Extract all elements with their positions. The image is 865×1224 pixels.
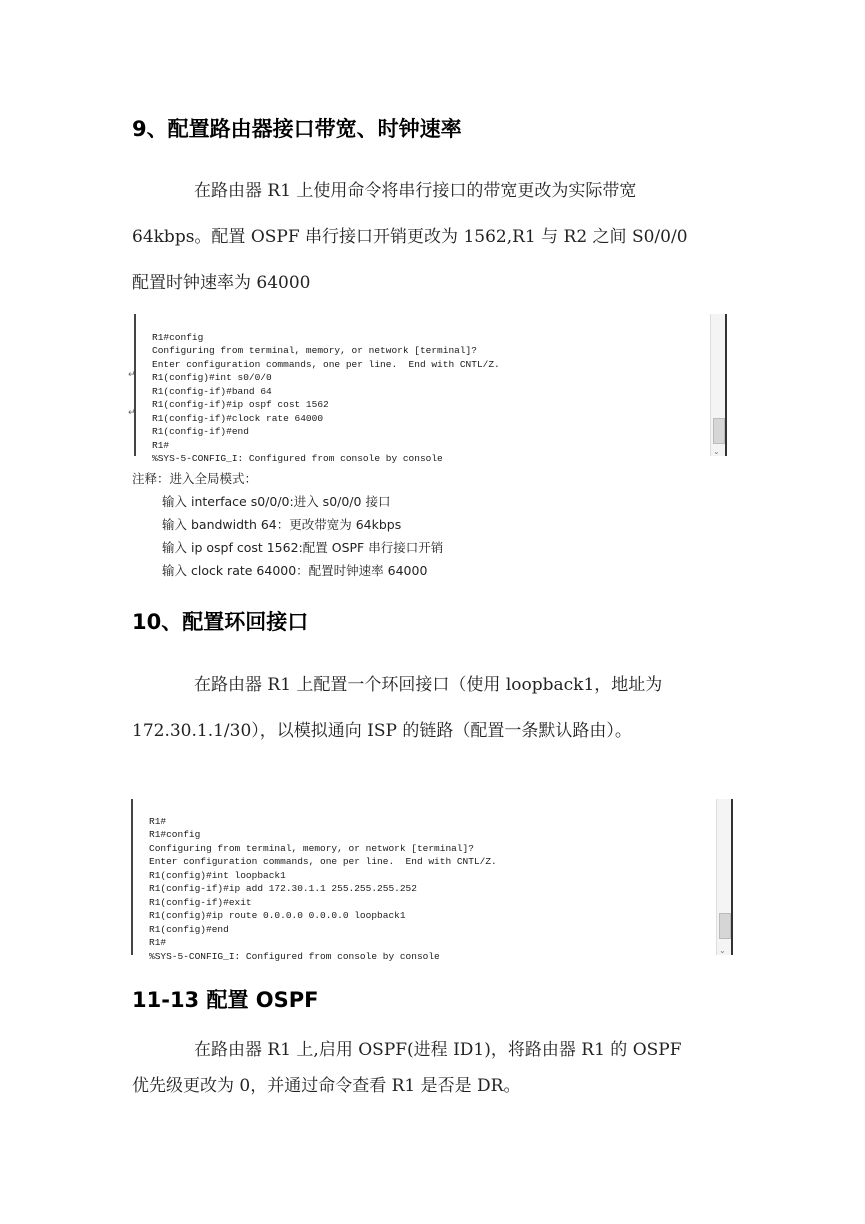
- note-item: 输入 ip ospf cost 1562:配置 OSPF 串行接口开销: [162, 540, 444, 555]
- terminal-line: R1#: [149, 815, 167, 827]
- terminal-screenshot-2: [131, 799, 734, 962]
- paragraph-line: 在路由器 R1 上配置一个环回接口（使用 loopback1，地址为: [194, 675, 663, 695]
- paragraph-line: 在路由器 R1 上,启用 OSPF(进程 ID1)，将路由器 R1 的 OSPF: [194, 1040, 682, 1060]
- terminal-output: [152, 317, 500, 466]
- terminal-line: R1(config)#end: [149, 923, 229, 935]
- terminal-right-border: [725, 314, 727, 456]
- paragraph-line: 64kbps。配置 OSPF 串行接口开销更改为 1562,R1 与 R2 之间 S0/0/0: [132, 227, 688, 247]
- scroll-down-arrow-icon[interactable]: ⌄: [713, 447, 720, 456]
- terminal-line: R1#config: [152, 331, 204, 343]
- terminal-line: R1#config: [149, 829, 201, 840]
- terminal-line: R1(config-if)#ip add 172.30.1.1 255.255.255.252: [149, 883, 417, 894]
- section-10-heading: 10、配置环回接口: [132, 610, 309, 634]
- paragraph-line: 172.30.1.1/30），以模拟通向 ISP 的链路（配置一条默认路由）。: [132, 721, 632, 741]
- terminal-line: %SYS-5-CONFIG_I: Configured from console by console: [149, 950, 440, 962]
- terminal-line: R1#: [149, 937, 167, 948]
- scroll-down-arrow-icon[interactable]: ⌄: [719, 946, 726, 955]
- terminal-output: [149, 801, 497, 963]
- terminal-screenshot-1: [134, 314, 728, 464]
- terminal-scrollbar[interactable]: [716, 799, 731, 955]
- section-10-paragraph: [132, 662, 734, 754]
- section-9-heading: 9、配置路由器接口带宽、时钟速率: [132, 117, 462, 141]
- terminal-line: %SYS-5-CONFIG_I: Configured from console by console: [152, 453, 443, 464]
- terminal-line: Configuring from terminal, memory, or network [terminal]?: [152, 345, 477, 356]
- terminal-line: R1(config-if)#clock rate 64000: [152, 412, 324, 424]
- margin-mark-icon: ↵: [128, 408, 136, 418]
- margin-mark-icon: ↵: [128, 370, 136, 380]
- terminal-left-border: [134, 314, 136, 456]
- note-item: 输入 bandwidth 64：更改带宽为 64kbps: [162, 517, 402, 532]
- note-item: 输入 clock rate 64000：配置时钟速率 64000: [162, 563, 428, 578]
- terminal-line: R1(config)#int loopback1: [149, 869, 286, 881]
- terminal-line: Enter configuration commands, one per line. End with CNTL/Z.: [149, 856, 497, 867]
- section-11-13-heading: 11-13 配置 OSPF: [132, 988, 319, 1012]
- terminal-line: R1(config-if)#ip ospf cost 1562: [152, 399, 329, 410]
- section-9-notes: [132, 467, 732, 582]
- terminal-line: R1(config-if)#exit: [149, 896, 252, 908]
- terminal-line: Configuring from terminal, memory, or network [terminal]?: [149, 842, 474, 854]
- paragraph-line: 配置时钟速率为 64000: [132, 273, 311, 293]
- terminal-left-border: [131, 799, 133, 955]
- terminal-line: R1(config-if)#band 64: [152, 385, 272, 397]
- terminal-line: R1(config)#int s0/0/0: [152, 372, 272, 383]
- section-11-13-paragraph: [132, 1032, 734, 1104]
- terminal-line: Enter configuration commands, one per line. End with CNTL/Z.: [152, 358, 500, 370]
- terminal-line: R1(config)#ip route 0.0.0.0 0.0.0.0 loopback1: [149, 910, 406, 921]
- scrollbar-thumb[interactable]: [713, 418, 725, 444]
- terminal-right-border: [731, 799, 733, 955]
- terminal-line: R1#: [152, 439, 170, 451]
- notes-title: 注释：进入全局模式：: [132, 471, 258, 486]
- scrollbar-thumb[interactable]: [719, 913, 731, 939]
- paragraph-line: 在路由器 R1 上使用命令将串行接口的带宽更改为实际带宽: [194, 181, 637, 201]
- terminal-line: R1(config-if)#end: [152, 426, 249, 437]
- note-item: 输入 interface s0/0/0:进入 s0/0/0 接口: [162, 494, 391, 509]
- paragraph-line: 优先级更改为 0，并通过命令查看 R1 是否是 DR。: [132, 1076, 521, 1096]
- section-9-paragraph: [132, 168, 734, 306]
- terminal-scrollbar[interactable]: [710, 314, 725, 456]
